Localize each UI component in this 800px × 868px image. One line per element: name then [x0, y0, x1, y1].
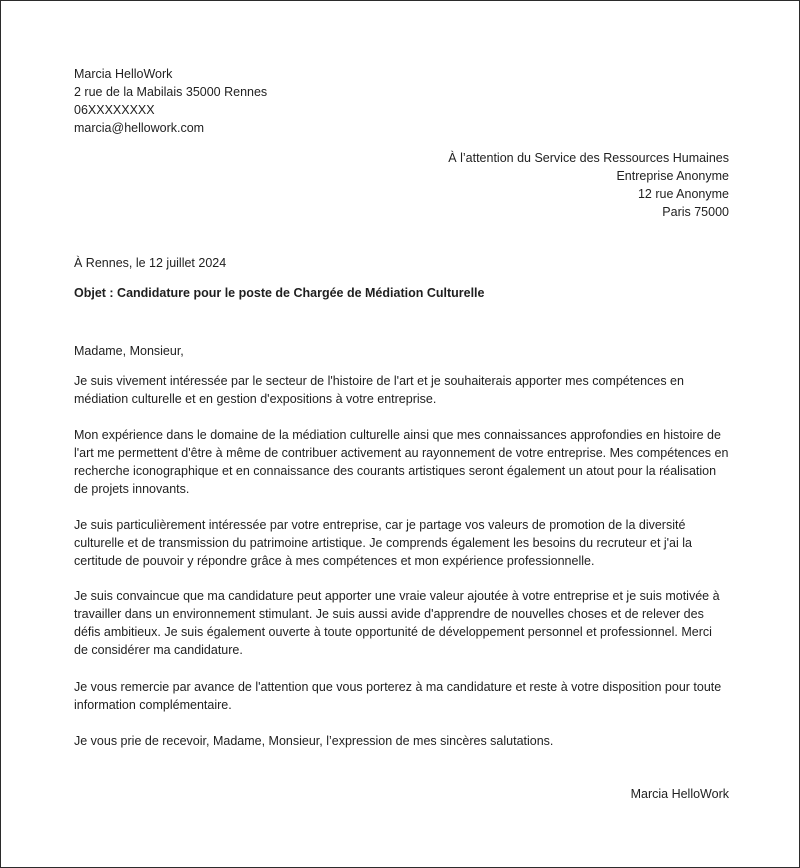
recipient-street: 12 rue Anonyme	[637, 187, 729, 201]
sender-address: 2 rue de la Mabilais 35000 Rennes	[74, 85, 268, 99]
signature: Marcia HelloWork	[630, 787, 729, 801]
sender-phone: 06XXXXXXXX	[74, 103, 155, 117]
body-paragraph-4: Je suis convaincue que ma candidature peut apporter une vraie valeur ajoutée à votre entreprise et je suis motivée à travailler dans un environnement stimulant. Je suis aussi avide d'apprendre de nouvelles choses et de relever des défis ambitieux. Je suis également ouverte à toute opportunité de développement personnel et professionnel. Merci de considérer ma candidature.	[74, 589, 720, 657]
letter-subject: Objet : Candidature pour le poste de Chargée de Médiation Culturelle	[74, 286, 485, 300]
recipient-company: Entreprise Anonyme	[616, 169, 729, 183]
body-paragraph-5: Je vous remercie par avance de l'attention que vous porterez à ma candidature et reste à votre disposition pour toute information complémentaire.	[74, 680, 722, 712]
sender-block	[74, 65, 729, 137]
recipient-attention: À l’attention du Service des Ressources Humaines	[448, 151, 729, 165]
sender-name: Marcia HelloWork	[74, 67, 173, 81]
body-paragraph-2: Mon expérience dans le domaine de la médiation culturelle ainsi que mes connaissances approfondies en histoire de l'art me permettent d'être à même de contribuer activement au rayonnement de votre entreprise. Mes compétences en recherche iconographique et en connaissance des courants artistiques seront également un atout pour la réalisation de projets innovants.	[74, 428, 729, 496]
body-paragraph-1: Je suis vivement intéressée par le secteur de l'histoire de l'art et je souhaiterais apporter mes compétences en médiation culturelle et en gestion d'expositions à votre entreprise.	[74, 374, 684, 406]
letter-date: À Rennes, le 12 juillet 2024	[74, 256, 227, 270]
sender-email: marcia@hellowork.com	[74, 121, 205, 135]
recipient-city: Paris 75000	[662, 205, 729, 219]
recipient-block	[74, 149, 729, 221]
body-paragraph-3: Je suis particulièrement intéressée par votre entreprise, car je partage vos valeurs de promotion de la diversité culturelle et de transmission du patrimoine artistique. Je comprends également les besoins du recruteur et j'ai la certitude de pouvoir y répondre grâce à mes compétences et mon expérience professionnelle.	[74, 518, 692, 568]
letter-salutation: Madame, Monsieur,	[74, 344, 184, 358]
closing-formula: Je vous prie de recevoir, Madame, Monsieur, l’expression de mes sincères salutations.	[74, 734, 554, 748]
